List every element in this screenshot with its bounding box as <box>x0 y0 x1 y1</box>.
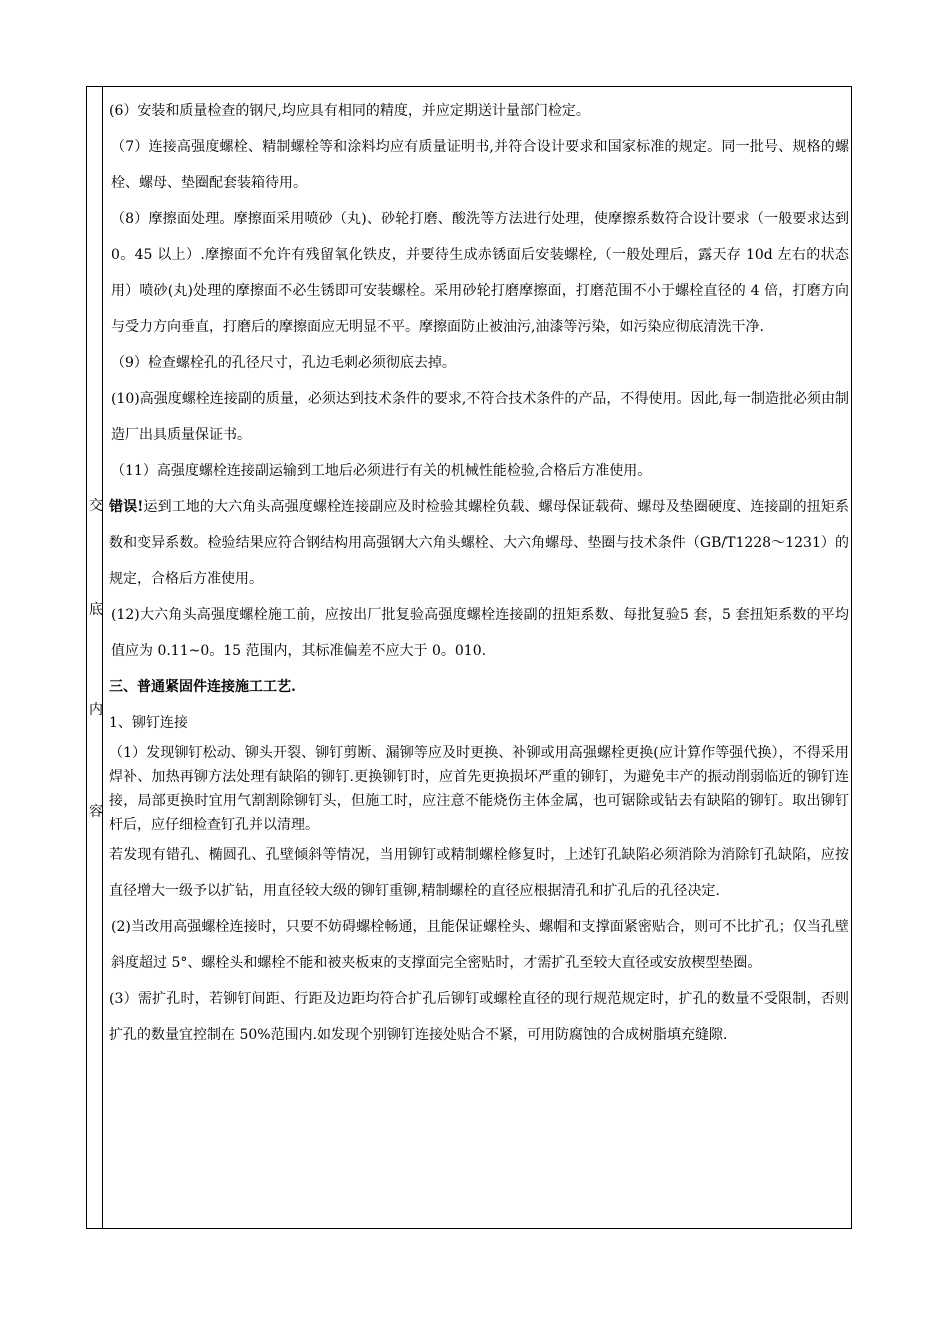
paragraph-7: （7）连接高强度螺栓、精制螺栓等和涂料均应有质量证明书,并符合设计要求和国家标准的规定。同一批号、规格的螺栓、螺母、垫圈配套装箱待用。 <box>111 139 849 191</box>
side-label-char: 底 <box>89 602 103 618</box>
error-note-text: 运到工地的大六角头高强度螺栓连接副应及时检验其螺栓负载、螺母保证载荷、螺母及垫圈硬度、连接副的扭矩系数和变异系数。检验结果应符合钢结构用高强钢大六角头螺栓、大六角螺母、垫圈与技术条件（GB/T1228～1231）的规定，合格后方准使用。 <box>109 499 849 587</box>
paragraph-8: （8）摩擦面处理。摩擦面采用喷砂（丸)、砂轮打磨、酸洗等方法进行处理，使摩擦系数符合设计要求（一般要求达到 0。45 以上）.摩擦面不允许有残留氧化铁皮，并要待生成赤锈面后安装螺栓,（一般处理后，露天存 10d 左右的状态用）喷砂(丸)处理的摩擦面不必生锈即可安装螺栓。采用砂轮打磨摩擦面，打磨范围不小于螺栓直径的 4 倍，打磨方向与受力方向垂直，打磨后的摩擦面应无明显不平。摩擦面防止被油污,油漆等污染，如污染应彻底清洗干净. <box>111 211 849 335</box>
paragraph-9: （9）检查螺栓孔的孔径尺寸，孔边毛刺必须彻底去掉。 <box>111 355 456 371</box>
side-label-char: 交 <box>89 498 103 514</box>
paragraph-12: (12)大六角头高强度螺栓施工前，应按出厂批复验高强度螺栓连接副的扭矩系数、每批复验5 套，5 套扭矩系数的平均值应为 0.11~0。15 范围内，其标准偏差不应大于 0。010. <box>111 607 849 659</box>
paragraph-10: (10)高强度螺栓连接副的质量，必须达到技术条件的要求,不符合技术条件的产品，不得使用。因此,每一制造批必须由制造厂出具质量保证书。 <box>111 391 849 443</box>
document-table-frame <box>86 86 852 1229</box>
content-cell <box>109 93 849 1053</box>
paragraph-6: (6）安装和质量检查的钢尺,均应具有相同的精度，并应定期送计量部门检定。 <box>109 103 590 119</box>
side-label-column <box>87 87 103 1228</box>
subsection-title: 1、铆钉连接 <box>109 715 188 731</box>
paragraph-error-note <box>109 489 849 597</box>
error-prefix: 错误! <box>109 499 144 515</box>
side-label-char: 容 <box>89 804 103 820</box>
section-heading: 三、普通紧固件连接施工工艺. <box>109 679 296 695</box>
side-label-char: 内 <box>89 702 103 718</box>
rivet-paragraph-3: (3）需扩孔时，若铆钉间距、行距及边距均符合扩孔后铆钉或螺栓直径的现行规范规定时，扩孔的数量不受限制，否则扩孔的数量宜控制在 50%范围内.如发现个别铆钉连接处贴合不紧，可用防腐蚀的合成树脂填充缝隙. <box>109 991 849 1043</box>
rivet-paragraph-1: （1）发现铆钉松动、铆头开裂、铆钉剪断、漏铆等应及时更换、补铆或用高强螺栓更换(应计算作等强代换），不得采用焊补、加热再铆方法处理有缺陷的铆钉.更换铆钉时，应首先更换损坏严重的铆钉，为避免丰产的振动削弱临近的铆钉连接，局部更换时宜用气割割除铆钉头，但施工时，应注意不能烧伤主体金属，也可锯除或钻去有缺陷的铆钉。取出铆钉杆后，应仔细检查钉孔并以清理。 <box>109 745 849 833</box>
paragraph-11: （11）高强度螺栓连接副运输到工地后必须进行有关的机械性能检验,合格后方准使用。 <box>111 463 652 479</box>
rivet-paragraph-holes: 若发现有错孔、椭圆孔、孔壁倾斜等情况，当用铆钉或精制螺栓修复时，上述钉孔缺陷必须消除为消除钉孔缺陷，应按直径增大一级予以扩钻，用直径较大级的铆钉重铆,精制螺栓的直径应根据清孔和扩孔后的孔径决定. <box>109 847 849 899</box>
rivet-paragraph-2: (2)当改用高强螺栓连接时，只要不妨碍螺栓畅通，且能保证螺栓头、螺帽和支撑面紧密贴合，则可不比扩孔；仅当孔壁斜度超过 5°、螺栓头和螺栓不能和被夹板束的支撑面完全密贴时，才需扩孔至较大直径或安放楔型垫圈。 <box>111 919 849 971</box>
